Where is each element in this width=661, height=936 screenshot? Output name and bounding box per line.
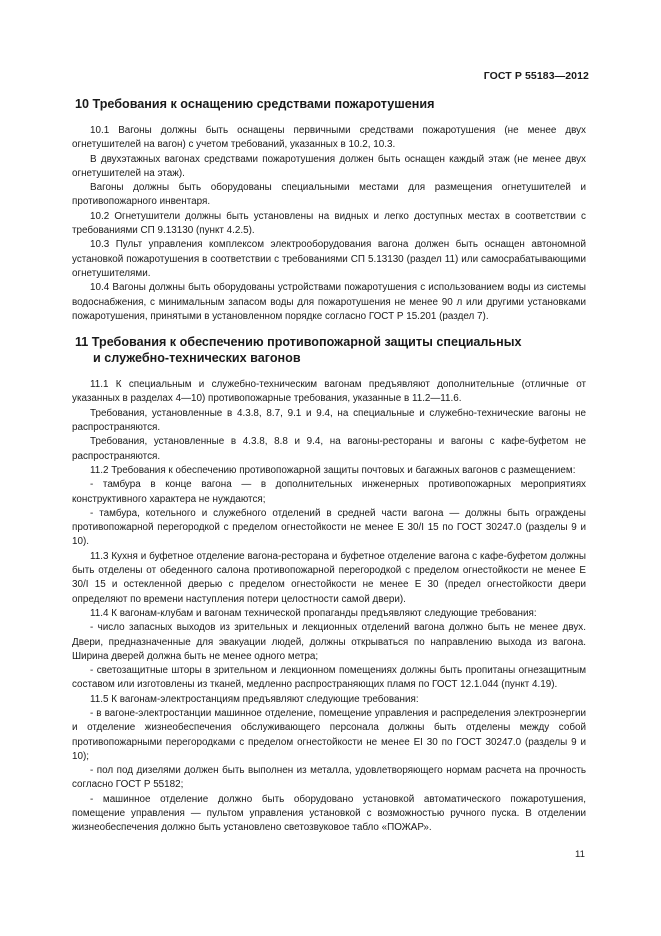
paragraph: В двухэтажных вагонах средствами пожаротушения должен быть оснащен каждый этаж (не менее двух огнетушителей на этаж). xyxy=(72,153,586,179)
paragraph: - тамбура, котельного и служебного отделений в средней части вагона — должны быть ограждены противопожарной перегородкой с пределом огнестойкости не менее Е 30/I 15 по ГОСТ 30247.0 (разделы 9 и 10). xyxy=(72,507,586,548)
paragraph: 10.2 Огнетушители должны быть установлены на видных и легко доступных местах в соответствии с требованиями СП 9.13130 (пункт 4.2.5). xyxy=(72,210,586,237)
paragraph: 10.1 Вагоны должны быть оснащены первичными средствами пожаротушения (не менее двух огнетушителей на вагон) с учетом требований, указанных в 10.2, 10.3. xyxy=(72,125,586,151)
paragraph: 10.4 Вагоны должны быть оборудованы устройствами пожаротушения с использованием воды из системы водоснабжения, с минимальным запасом воды для пожаротушения не менее 90 л или другими установками пожаротушения, принятыми в установленном порядке согласно ГОСТ Р 15.201 (раздел 7). xyxy=(72,282,586,322)
paragraph: - машинное отделение должно быть оборудовано установкой автоматического пожаротушения, помещение управления — пультом управления установкой с возможностью ручного пуска. В отделении жизнеобеспечения должно быть установлено светозвуковое табло «ПОЖАР». xyxy=(72,793,586,834)
section-11-title-line1: 11 Требования к обеспечению противопожарной защиты специальных xyxy=(75,335,522,350)
paragraph: - число запасных выходов из зрительных и лекционных отделений вагона должно быть не менее двух. Двери, предназначенные для эвакуации людей, должны открываться по направлению выхода из вагона. Ширина дверей должна быть не менее одного метра; xyxy=(72,622,586,662)
paragraph: - светозащитные шторы в зрительном и лекционном помещениях должны быть пропитаны огнезащитным составом или изготовлены из тканей, медленно распространяющих пламя по ГОСТ 12.1.044 (пункт 4.19). xyxy=(72,665,586,691)
document-code: ГОСТ Р 55183—2012 xyxy=(483,70,589,82)
paragraph: Требования, установленные в 4.3.8, 8.7, 9.1 и 9.4, на специальные и служебно-технические вагоны не распространяются. xyxy=(72,407,586,434)
paragraph: - в вагоне-электростанции машинное отделение, помещение управления и распределения электроэнергии и отделение жизнеобеспечения обслуживающего персонала должны быть отделены между собой противопожарными перегородками с пределом огнестойкости не менее EI 30 по ГОСТ 30247.0 (разделы 9 и 10); xyxy=(72,707,586,762)
section-11-title-line2: и служебно-технических вагонов xyxy=(93,351,301,366)
paragraph: - пол под дизелями должен быть выполнен из металла, удовлетворяющего нормам расчета на прочность согласно ГОСТ Р 55182; xyxy=(72,765,586,791)
paragraph: 11.2 Требования к обеспечению противопожарной защиты почтовых и багажных вагонов с размещением: xyxy=(90,464,576,476)
section-10-body xyxy=(72,124,586,324)
paragraph: 11.3 Кухня и буфетное отделение вагона-ресторана и буфетное отделение вагона с кафе-буфетом должны быть отделены от обеденного салона противопожарной перегородкой с пределом огнестойкости не менее Е 30/I 15 и остекленной дверью с пределом огнестойкости не менее Е 30 (предел огнестойкости двери определяют по времени наступления потери целостности самой двери). xyxy=(72,550,586,605)
paragraph: Требования, установленные в 4.3.8, 8.8 и 9.4, на вагоны-рестораны и вагоны с кафе-буфетом не распространяются. xyxy=(72,436,586,462)
paragraph: - тамбура в конце вагона — в дополнительных инженерных противопожарных мероприятиях конструктивного характера не нуждаются; xyxy=(72,479,586,505)
paragraph: Вагоны должны быть оборудованы специальными местами для размещения огнетушителей и противопожарного инвентаря. xyxy=(72,182,586,208)
paragraph: 11.5 К вагонам-электростанциям предъявляют следующие требования: xyxy=(90,693,419,705)
section-11-body xyxy=(72,378,586,836)
section-11-title xyxy=(72,334,586,366)
page-content xyxy=(72,96,586,836)
section-10-title: 10 Требования к оснащению средствами пожаротушения xyxy=(75,97,435,111)
page-number: 11 xyxy=(575,849,585,860)
paragraph: 10.3 Пульт управления комплексом электрооборудования вагона должен быть оснащен автономной установкой пожаротушения в соответствии с требованиями СП 5.13130 (раздел 11) или самосрабатывающими огнетушителями. xyxy=(72,239,586,279)
paragraph: 11.4 К вагонам-клубам и вагонам технической пропаганды предъявляют следующие требования: xyxy=(90,607,537,619)
paragraph: 11.1 К специальным и служебно-техническим вагонам предъявляют дополнительные (отличные от указанных в разделах 4—10) противопожарные требования, указанные в 11.2—11.6. xyxy=(72,379,586,405)
